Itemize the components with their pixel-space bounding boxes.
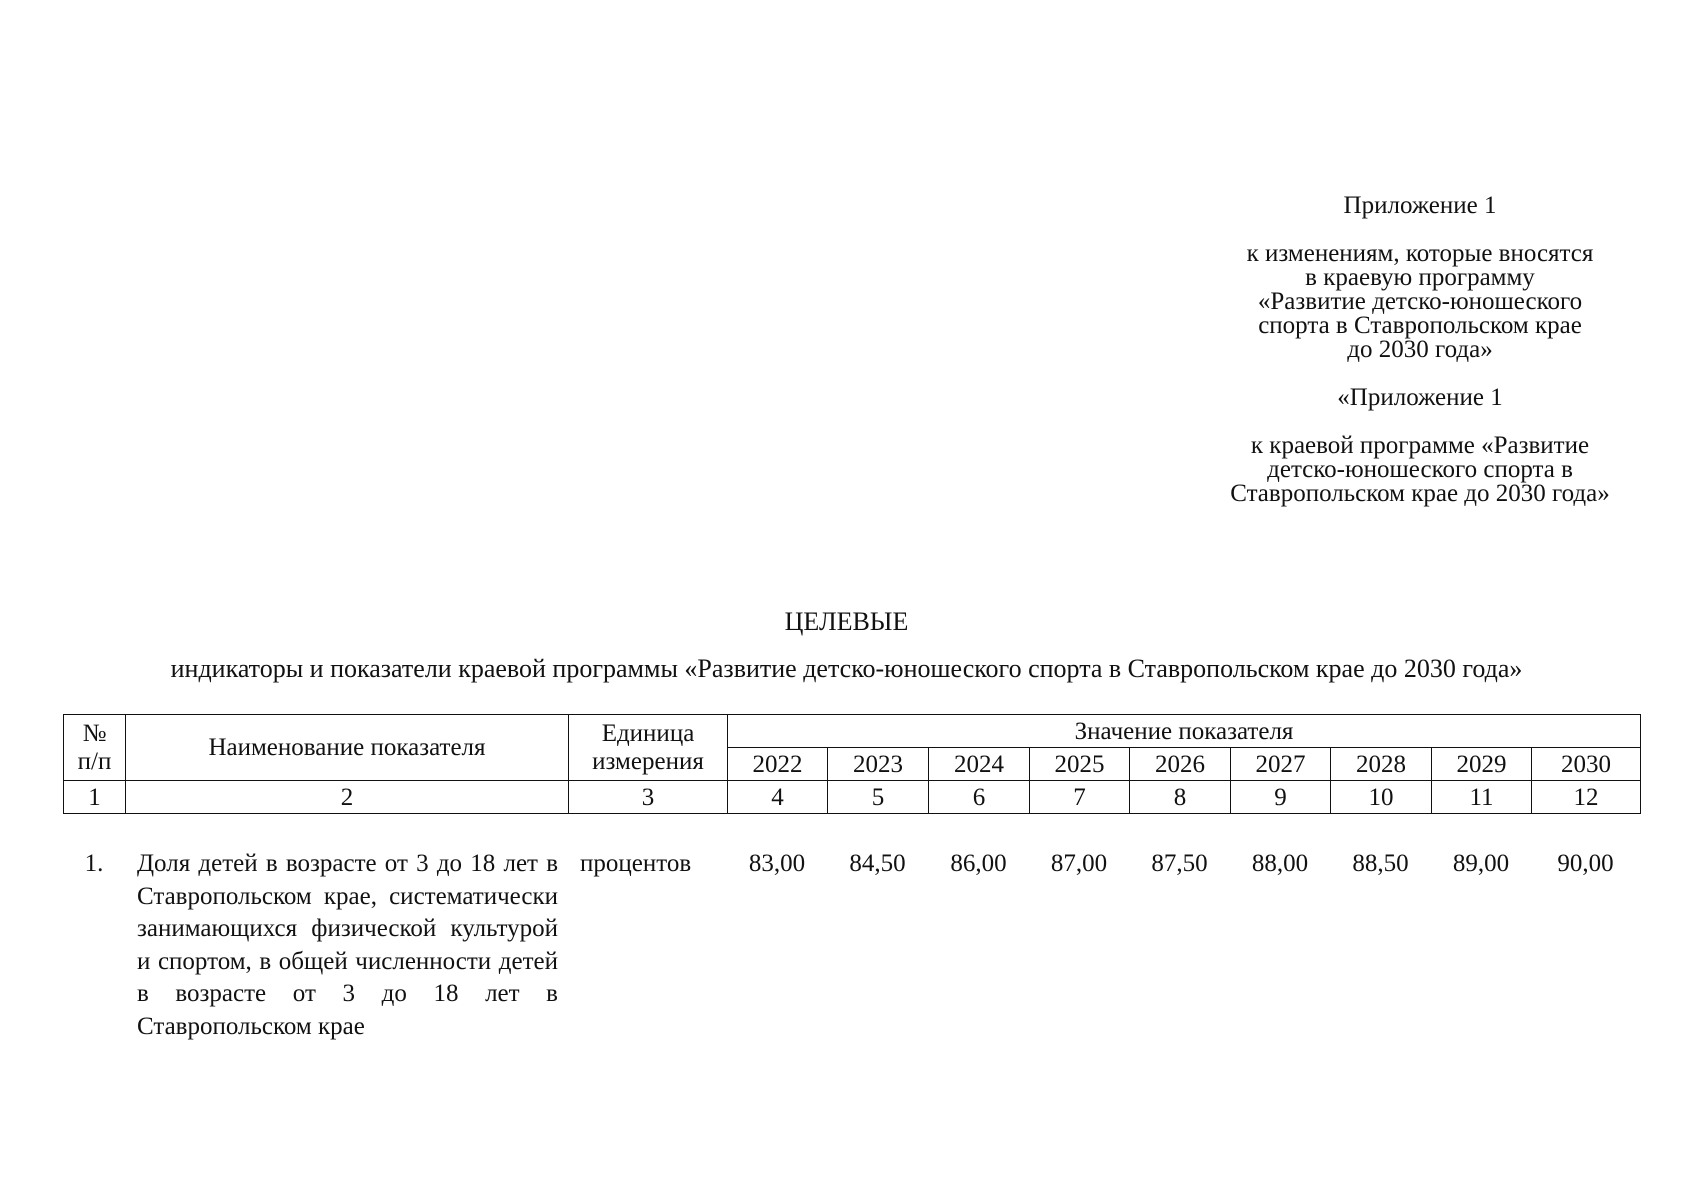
- col-header-year: 2030: [1532, 748, 1641, 781]
- indicator-value: 87,50: [1151, 850, 1208, 877]
- col-header-name: Наименование показателя: [126, 715, 569, 781]
- indicator-value: 89,00: [1452, 850, 1510, 877]
- col-header-year: 2025: [1030, 748, 1130, 781]
- indicator-value: 86,00: [950, 850, 1007, 877]
- col-header-year: 2023: [828, 748, 929, 781]
- appendix-to-program-line: Ставропольском крае до 2030 года»: [1230, 480, 1610, 507]
- appendix-to-changes-line: «Развитие детско-юношеского: [1257, 288, 1583, 315]
- column-number: 10: [1331, 781, 1432, 814]
- appendix-to-changes-line: к изменениям, которые вносятся: [1246, 240, 1594, 267]
- appendix-to-changes-line: до 2030 года»: [1347, 336, 1493, 363]
- indicator-value: 88,00: [1251, 850, 1309, 877]
- indicator-unit: процентов: [580, 850, 692, 877]
- indicator-value: 90,00: [1557, 850, 1614, 877]
- table-row: [63, 848, 1640, 1043]
- column-number: 8: [1130, 781, 1231, 814]
- indicator-value: 84,50: [849, 850, 906, 877]
- document-subtitle: индикаторы и показатели краевой программы «Развитие детско-юношеского спорта в Ставропольском крае до 2030 года»: [170, 654, 1523, 683]
- col-header-year: 2022: [728, 748, 828, 781]
- indicator-value: 88,50: [1352, 850, 1409, 877]
- appendix-to-changes-line: в краевую программу: [1305, 264, 1535, 291]
- col-header-value-group: Значение показателя: [728, 715, 1641, 748]
- indicator-name: Доля детей в возрасте от 3 до 18 лет в Ставропольском крае, систематически занимающихся физической культурой и спортом, в общей численности детей в возрасте от 3 до 18 лет в Ставропольском крае: [137, 850, 558, 1040]
- column-number: 4: [728, 781, 828, 814]
- column-number: 5: [828, 781, 929, 814]
- col-header-unit: Единица измерения: [569, 715, 728, 781]
- column-number: 1: [64, 781, 126, 814]
- indicators-table-header: [63, 714, 1641, 814]
- col-header-year: 2029: [1432, 748, 1532, 781]
- row-number: 1.: [84, 850, 104, 877]
- column-number: 6: [929, 781, 1030, 814]
- col-header-year: 2028: [1331, 748, 1432, 781]
- appendix-to-program-line: к краевой программе «Развитие: [1250, 432, 1590, 459]
- column-number: 11: [1432, 781, 1532, 814]
- document-title: ЦЕЛЕВЫЕ: [784, 607, 909, 636]
- appendix-to-program-line: детско-юношеского спорта в: [1267, 456, 1573, 483]
- column-number: 9: [1231, 781, 1331, 814]
- appendix-to-changes-line: спорта в Ставропольском крае: [1258, 312, 1582, 339]
- column-number: 2: [126, 781, 569, 814]
- column-number: 7: [1030, 781, 1130, 814]
- indicators-table-body: [63, 848, 1640, 1043]
- indicator-value: 83,00: [748, 850, 806, 877]
- column-number: 12: [1532, 781, 1641, 814]
- col-header-year: 2027: [1231, 748, 1331, 781]
- indicator-value: 87,00: [1050, 850, 1108, 877]
- appendix-title: Приложение 1: [1343, 192, 1497, 219]
- column-number: 3: [569, 781, 728, 814]
- col-header-year: 2024: [929, 748, 1030, 781]
- appendix-header: [1150, 194, 1690, 506]
- appendix-title-quoted: «Приложение 1: [1337, 384, 1503, 411]
- col-header-number: № п/п: [64, 715, 126, 781]
- col-header-year: 2026: [1130, 748, 1231, 781]
